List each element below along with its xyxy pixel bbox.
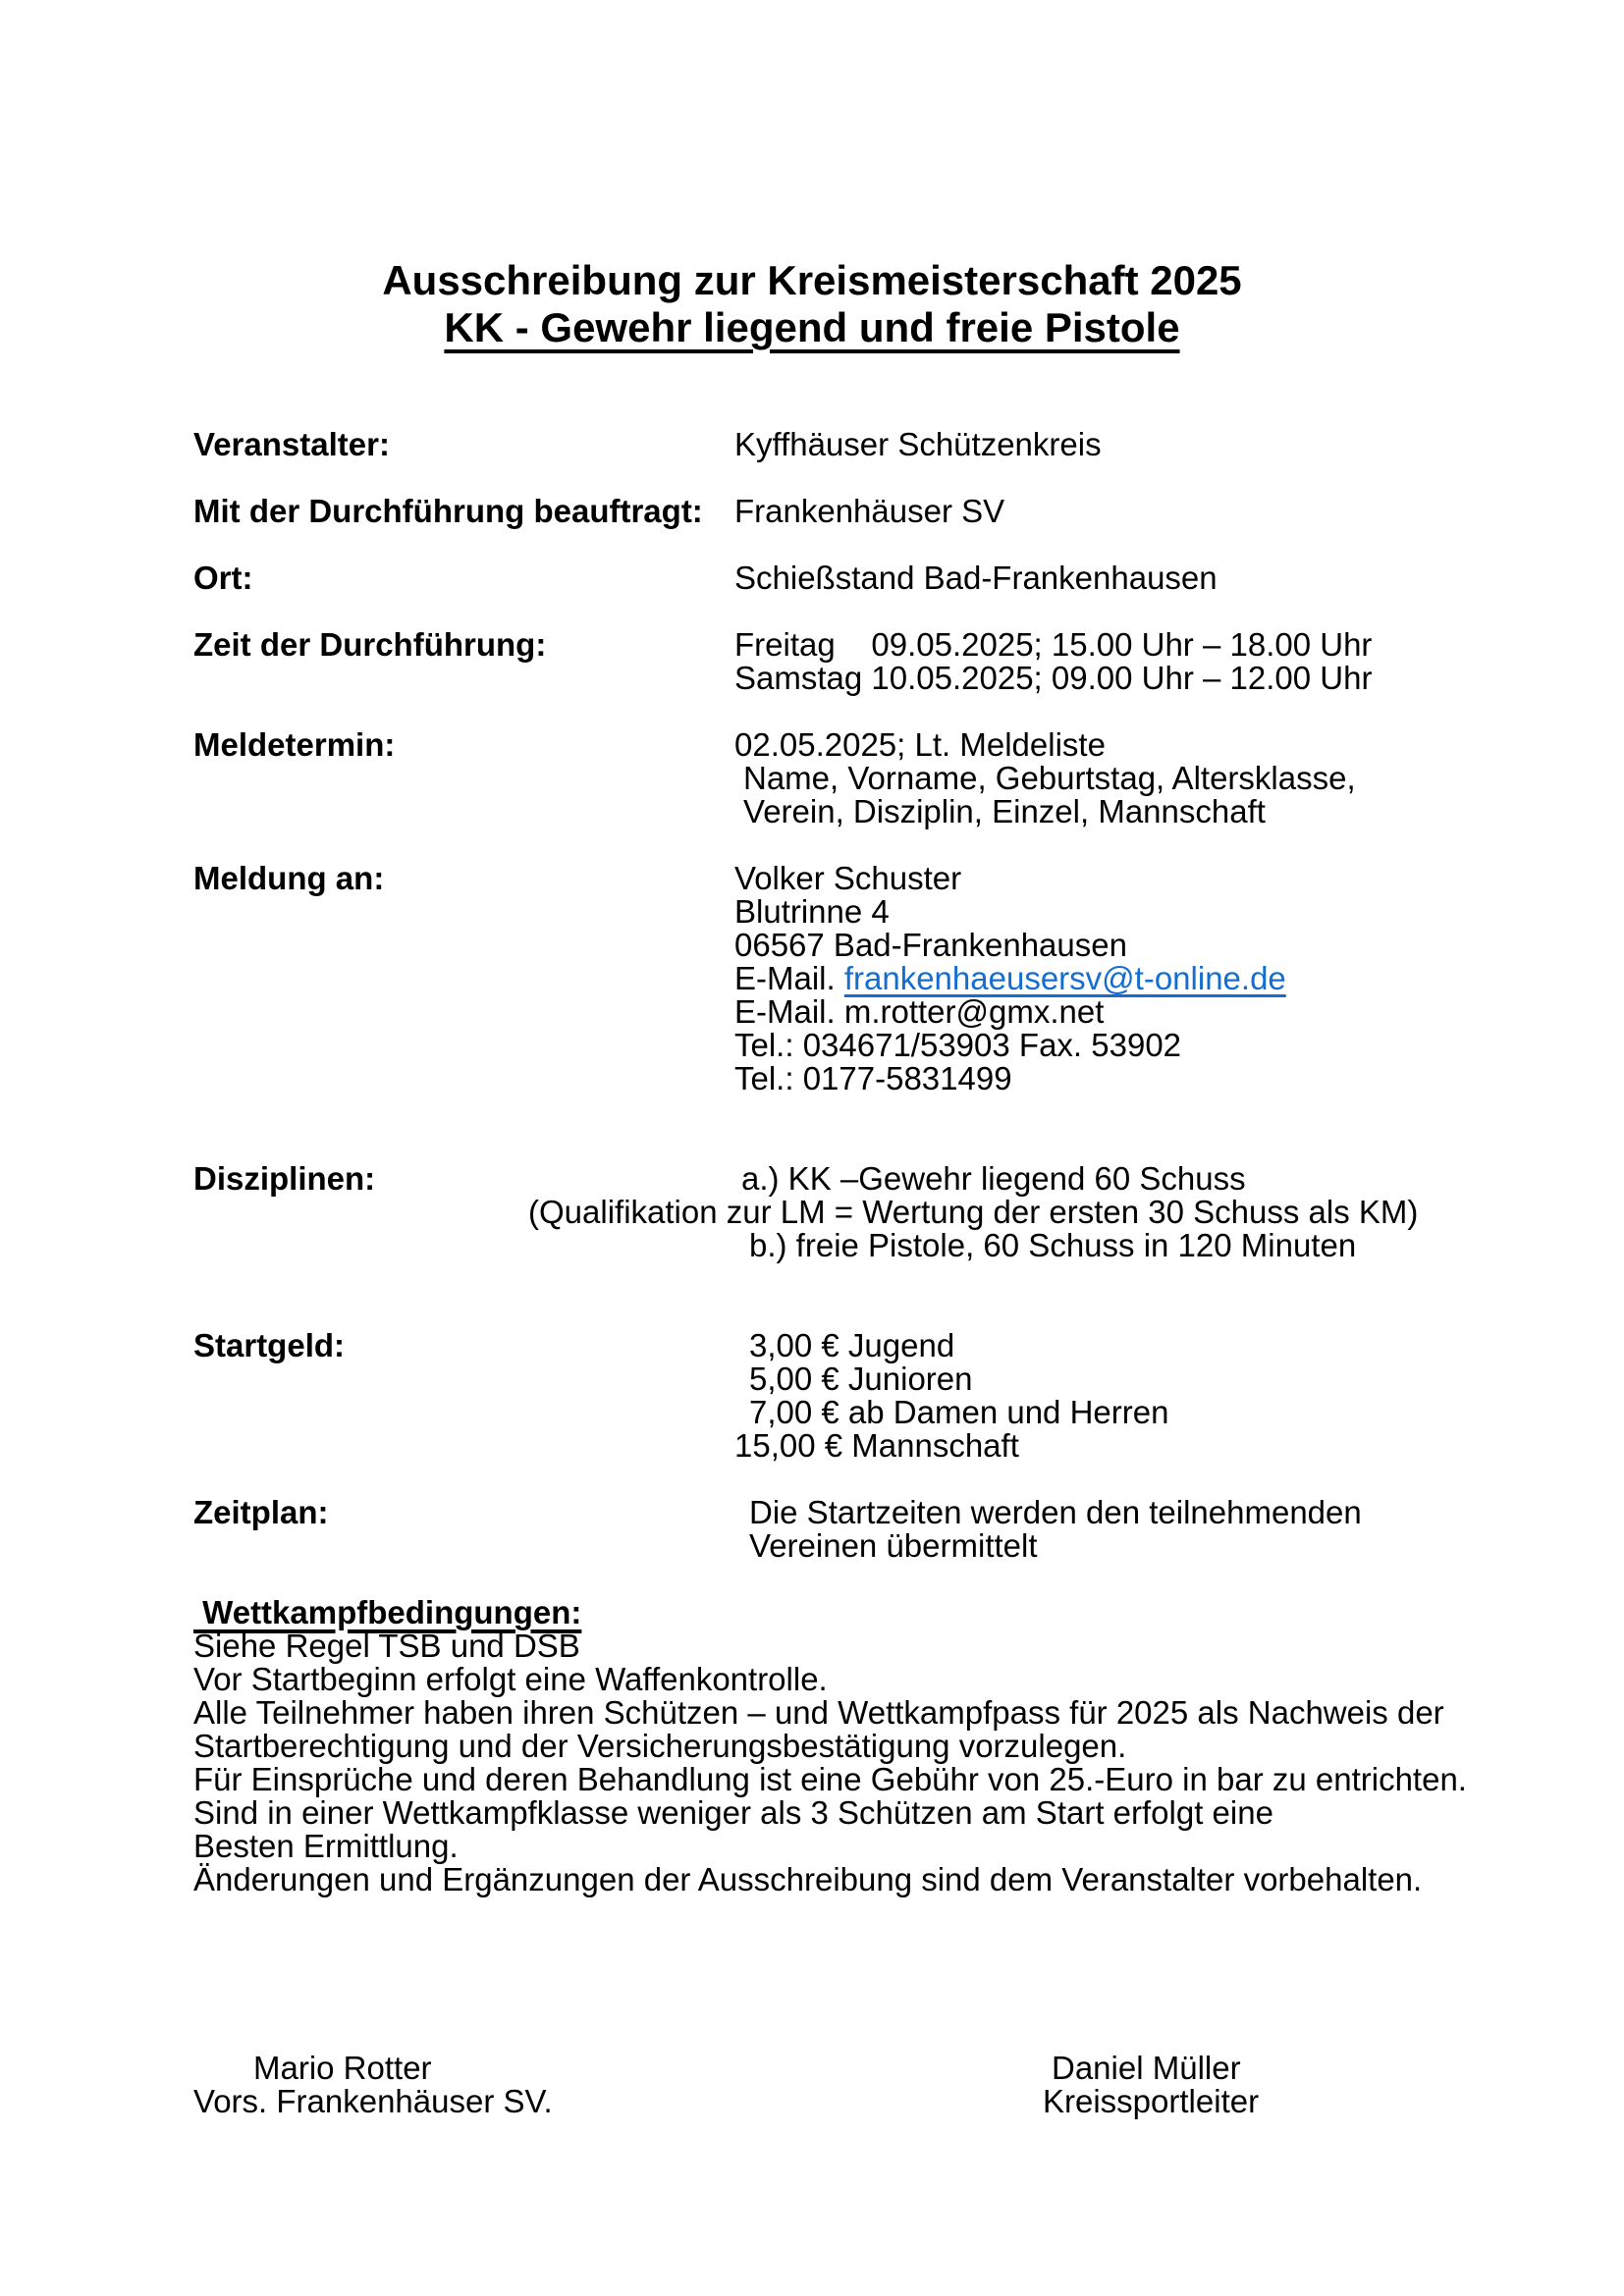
- title-line-1: Ausschreibung zur Kreismeisterschaft 2025: [382, 257, 1242, 303]
- signatory-role-left: Vors. Frankenhäuser SV.: [193, 2083, 553, 2119]
- field-value-meldetermin: [734, 728, 1585, 828]
- contact-tel-fax: Tel.: 034671/53903 Fax. 53902: [734, 1027, 1182, 1063]
- contact-name: Volker Schuster: [734, 860, 962, 896]
- contact-email-2: E-Mail. m.rotter@gmx.net: [734, 993, 1105, 1030]
- field-label-zeit: Zeit der Durchführung:: [193, 626, 547, 663]
- conditions-heading: Wettkampfbedingungen:: [193, 1594, 582, 1630]
- field-label-ort: Ort:: [193, 560, 253, 596]
- condition-line: Alle Teilnehmer haben ihren Schützen – und Wettkampfpass für 2025 als Nachweis der: [193, 1694, 1444, 1731]
- field-row-startgeld: [193, 1329, 1585, 1463]
- email-link[interactable]: frankenhaeusersv@t-online.de: [843, 960, 1286, 996]
- field-label-meldung-an: Meldung an:: [193, 860, 385, 896]
- field-row-zeitplan: [193, 1496, 1585, 1563]
- field-row-meldetermin: [193, 728, 1585, 828]
- value-line: Vereinen übermittelt: [749, 1527, 1038, 1564]
- field-value-zeit: [734, 628, 1585, 695]
- value-line: Schießstand Bad-Frankenhausen: [734, 560, 1218, 596]
- field-value-disziplinen: [528, 1160, 1585, 1263]
- value-line: Frankenhäuser SV: [734, 493, 1005, 529]
- value-line-samstag: Samstag 10.05.2025; 09.00 Uhr – 12.00 Uhr: [734, 660, 1373, 696]
- field-value-zeitplan: [734, 1496, 1585, 1563]
- condition-line: Startberechtigung und der Versicherungsbestätigung vorzulegen.: [193, 1728, 1127, 1764]
- field-row-disziplinen: [193, 1162, 1585, 1262]
- value-line: Kyffhäuser Schützenkreis: [734, 426, 1102, 462]
- fee-damen-herren: 7,00 € ab Damen und Herren: [749, 1394, 1169, 1430]
- field-value-ort: [734, 561, 1585, 595]
- field-value-veranstalter: [734, 428, 1585, 461]
- field-label-startgeld: Startgeld:: [193, 1327, 346, 1363]
- value-line: 02.05.2025; Lt. Meldeliste: [734, 726, 1106, 763]
- fee-jugend: 3,00 € Jugend: [749, 1327, 955, 1363]
- conditions-section: [193, 1596, 1585, 1896]
- signature-left: [193, 2052, 1043, 2118]
- document-title: [0, 0, 1624, 351]
- condition-line: Änderungen und Ergänzungen der Ausschreibung sind dem Veranstalter vorbehalten.: [193, 1861, 1423, 1897]
- field-row-ort: [193, 561, 1585, 595]
- field-label-disziplinen: Disziplinen:: [193, 1160, 376, 1197]
- contact-city: 06567 Bad-Frankenhausen: [734, 927, 1127, 963]
- fee-mannschaft: 15,00 € Mannschaft: [734, 1427, 1019, 1464]
- condition-line: Für Einsprüche und deren Behandlung ist eine Gebühr von 25.-Euro in bar zu entrichten.: [193, 1761, 1467, 1797]
- value-line: Die Startzeiten werden den teilnehmenden: [749, 1494, 1362, 1530]
- condition-line: Sind in einer Wettkampfklasse weniger als 3 Schützen am Start erfolgt eine: [193, 1794, 1273, 1831]
- document-content: [0, 428, 1624, 2118]
- condition-line: Besten Ermittlung.: [193, 1828, 459, 1864]
- contact-email-1: [734, 962, 1585, 995]
- field-row-durchfuehrung: [193, 495, 1585, 528]
- field-label-zeitplan: Zeitplan:: [193, 1494, 329, 1530]
- signature-section: [193, 2052, 1585, 2118]
- signatory-role-right: Kreissportleiter: [1043, 2083, 1260, 2119]
- contact-street: Blutrinne 4: [734, 893, 890, 930]
- discipline-a: a.) KK –Gewehr liegend 60 Schuss: [741, 1160, 1246, 1197]
- discipline-qualification-note: (Qualifikation zur LM = Wertung der ersten 30 Schuss als KM): [528, 1194, 1419, 1230]
- condition-line: Vor Startbeginn erfolgt eine Waffenkontrolle.: [193, 1661, 828, 1697]
- field-label-meldetermin: Meldetermin:: [193, 726, 396, 763]
- signatory-name-right: Daniel Müller: [1052, 2050, 1241, 2086]
- value-line: Verein, Disziplin, Einzel, Mannschaft: [743, 793, 1266, 829]
- email-prefix: E-Mail.: [734, 960, 844, 996]
- title-line-2: KK - Gewehr liegend und freie Pistole: [444, 304, 1180, 350]
- field-value-startgeld: [734, 1329, 1585, 1463]
- field-label-veranstalter: Veranstalter:: [193, 426, 390, 462]
- field-label-durchfuehrung: Mit der Durchführung beauftragt:: [193, 493, 703, 529]
- discipline-b: b.) freie Pistole, 60 Schuss in 120 Minuten: [749, 1227, 1357, 1263]
- field-value-durchfuehrung: [734, 495, 1585, 528]
- value-line-freitag: Freitag 09.05.2025; 15.00 Uhr – 18.00 Uhr: [734, 626, 1373, 663]
- fee-junioren: 5,00 € Junioren: [749, 1361, 973, 1397]
- field-row-zeit: [193, 628, 1585, 695]
- contact-tel-mobile: Tel.: 0177-5831499: [734, 1060, 1012, 1096]
- value-line: Name, Vorname, Geburtstag, Altersklasse,: [743, 760, 1356, 796]
- condition-line: Siehe Regel TSB und DSB: [193, 1628, 580, 1664]
- field-row-meldung-an: [193, 862, 1585, 1095]
- signature-right: [1043, 2052, 1259, 2118]
- field-value-meldung-an: [734, 862, 1585, 1095]
- field-row-veranstalter: [193, 428, 1585, 461]
- signatory-name-left: Mario Rotter: [253, 2050, 432, 2086]
